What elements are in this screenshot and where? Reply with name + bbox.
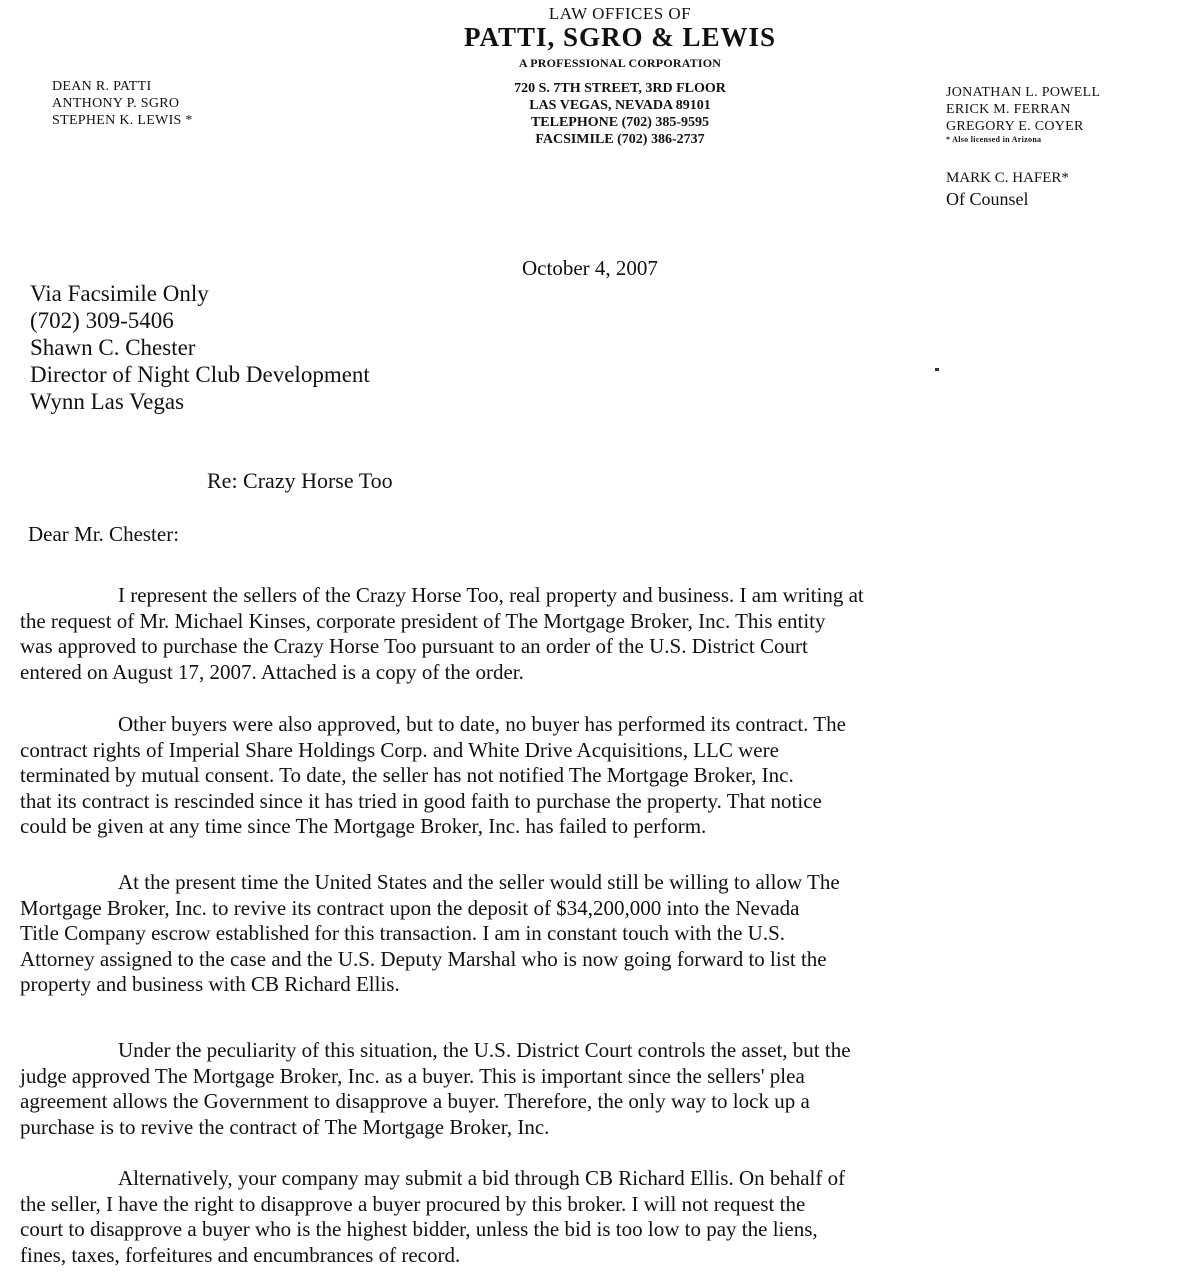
letter-date: October 4, 2007 [522, 256, 658, 280]
of-counsel [946, 168, 1069, 210]
paragraph-line: entered on August 17, 2007. Attached is a copy of the order. [20, 659, 524, 684]
paragraph-line: terminated by mutual consent. To date, the seller has not notified The Mortgage Broker, Inc. [20, 763, 794, 787]
paragraph-line: I represent the sellers of the Crazy Horse Too, real property and business. I am writing at [118, 583, 864, 607]
partner-name: ANTHONY P. SGRO [52, 96, 180, 111]
paragraph-line: the seller, I have the right to disapprove a buyer procured by this broker. I will not request the [20, 1191, 806, 1216]
paragraph-line: Other buyers were also approved, but to date, no buyer has performed its contract. The [118, 712, 846, 736]
paragraph-line: fines, taxes, forfeitures and encumbrances of record. [20, 1242, 461, 1267]
paragraph-line: court to disapprove a buyer who is the highest bidder, unless the bid is too low to pay the liens, [20, 1217, 818, 1241]
body-paragraph [20, 1166, 1200, 1268]
paragraph-line: Attorney assigned to the case and the U.S. Deputy Marshal who is now going forward to list the [20, 946, 827, 971]
address-line: LAS VEGAS, NEVADA 89101 [529, 98, 711, 113]
of-counsel-name: MARK C. HAFER* [946, 170, 1069, 186]
recipient-line: Shawn C. Chester [30, 335, 196, 360]
paragraph-line: the request of Mr. Michael Kinses, corporate president of The Mortgage Broker, Inc. This entity [20, 608, 826, 633]
scan-speck [935, 368, 939, 371]
recipient-line: Director of Night Club Development [30, 362, 370, 387]
firm-corporation: A PROFESSIONAL CORPORATION [518, 56, 722, 70]
paragraph-line: At the present time the United States and the seller would still be willing to allow The [118, 870, 840, 894]
recipient-line: Wynn Las Vegas [30, 389, 185, 414]
recipient-line: Via Facsimile Only [30, 281, 209, 306]
body-paragraph [20, 712, 1200, 840]
recipient-block [30, 280, 370, 415]
address-line: TELEPHONE (702) 385-9595 [530, 115, 710, 130]
paragraph-line: Mortgage Broker, Inc. to revive its contract upon the deposit of $34,200,000 into the Nevada [20, 895, 800, 920]
of-counsel-label: Of Counsel [946, 189, 1029, 209]
associate-name: JONATHAN L. POWELL [946, 85, 1101, 100]
paragraph-line: property and business with CB Richard Ellis. [20, 972, 400, 996]
salutation: Dear Mr. Chester: [28, 522, 180, 546]
partner-name: DEAN R. PATTI [52, 79, 152, 94]
paragraph-line: contract rights of Imperial Share Holdings Corp. and White Drive Acquisitions, LLC were [20, 737, 779, 762]
associate-name: GREGORY E. COYER [946, 119, 1084, 134]
body-paragraph [20, 583, 1200, 685]
paragraph-line: Under the peculiarity of this situation, the U.S. District Court controls the asset, but the [118, 1038, 851, 1062]
paragraph-line: Alternatively, your company may submit a bid through CB Richard Ellis. On behalf of [118, 1166, 846, 1190]
paragraph-line: agreement allows the Government to disapprove a buyer. Therefore, the only way to lock up a [20, 1089, 810, 1113]
partners-list [52, 78, 193, 129]
paragraph-line: judge approved The Mortgage Broker, Inc. as a buyer. This is important since the sellers' plea [20, 1063, 805, 1088]
subject-line: Re: Crazy Horse Too [207, 468, 393, 493]
address-line: FACSIMILE (702) 386-2737 [535, 132, 705, 147]
letterhead-header: LAW OFFICES OF [548, 4, 692, 23]
associates-list [946, 84, 1100, 145]
paragraph-line: was approved to purchase the Crazy Horse Too pursuant to an order of the U.S. District Court [20, 634, 808, 658]
paragraph-line: purchase is to revive the contract of The Mortgage Broker, Inc. [20, 1114, 550, 1139]
firm-name: PATTI, SGRO & LEWIS [463, 22, 777, 52]
paragraph-line: Title Company escrow established for this transaction. I am in constant touch with the U.S. [20, 921, 786, 945]
associate-name: ERICK M. FERRAN [946, 102, 1071, 117]
body-paragraph [20, 870, 1200, 998]
paragraph-line: that its contract is rescinded since it has tried in good faith to purchase the property. That notice [20, 788, 822, 813]
address-line: 720 S. 7TH STREET, 3RD FLOOR [514, 81, 726, 96]
license-note: * Also licensed in Arizona [946, 135, 1042, 144]
partner-name: STEPHEN K. LEWIS * [52, 113, 193, 128]
paragraph-line: could be given at any time since The Mortgage Broker, Inc. has failed to perform. [20, 814, 707, 838]
body-paragraph [20, 1038, 1200, 1140]
recipient-line: (702) 309-5406 [30, 308, 174, 333]
